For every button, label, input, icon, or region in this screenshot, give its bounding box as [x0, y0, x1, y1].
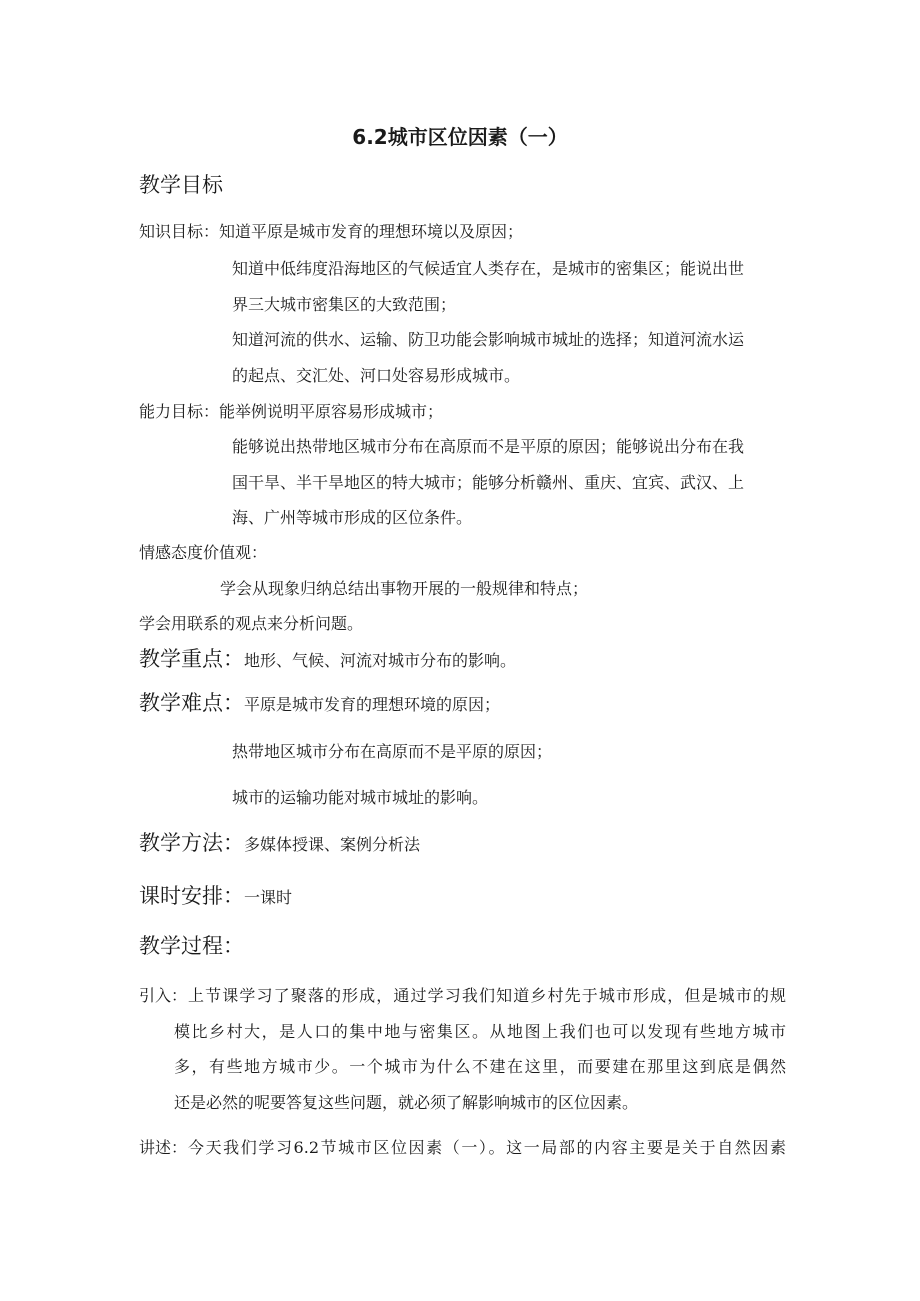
key-point-text: 地形、气候、河流对城市分布的影响。	[244, 651, 517, 670]
intro-line-2: 模比乡村大，是人口的集中地与密集区。从地图上我们也可以发现有些地方城市	[174, 1022, 786, 1041]
method-label: 教学方法：	[139, 831, 244, 855]
difficulty-line-2: 热带地区城市分布在高原而不是平原的原因；	[232, 742, 553, 761]
intro-line-1: 上节课学习了聚落的形成，通过学习我们知道乡村先于城市形成，但是城市的规	[188, 986, 786, 1005]
process-heading: 教学过程：	[139, 934, 244, 958]
ability-line-3: 国干旱、半干旱地区的特大城市；能够分析赣州、重庆、宜宾、武汉、上	[232, 473, 745, 492]
knowledge-label: 知识目标：	[139, 222, 220, 241]
schedule	[139, 883, 292, 911]
knowledge-objectives	[139, 222, 523, 242]
emotion-label: 情感态度价值观：	[139, 543, 268, 562]
intro-line-3-wrap	[174, 1057, 786, 1077]
emotion-line-1: 学会从现象归纳总结出事物开展的一般规律和特点；	[220, 579, 589, 598]
method-text: 多媒体授课、案例分析法	[244, 835, 421, 854]
knowledge-line-3: 界三大城市密集区的大致范围；	[232, 295, 457, 314]
ability-objectives	[139, 402, 443, 422]
key-point-label: 教学重点：	[139, 647, 244, 671]
schedule-text: 一课时	[244, 888, 293, 907]
intro-line-2-wrap	[174, 1022, 786, 1042]
ability-line-2: 能够说出热带地区城市分布在高原而不是平原的原因；能够说出分布在我	[232, 437, 745, 456]
teaching-method	[139, 830, 420, 858]
difficulty-line-1: 平原是城市发育的理想环境的原因；	[244, 695, 501, 714]
lecture-line-1: 今天我们学习6.2节城市区位因素（一）。这一局部的内容主要是关于自然因素	[188, 1138, 786, 1157]
lecture-line-1-wrap	[188, 1138, 786, 1158]
key-point	[139, 646, 516, 674]
ability-line-4: 海、广州等城市形成的区位条件。	[232, 508, 473, 527]
intro-line-3: 多，有些地方城市少。一个城市为什么不建在这里，而要建在那里这到底是偶然	[174, 1057, 786, 1076]
intro-label: 引入：	[139, 986, 188, 1005]
knowledge-line-4: 知道河流的供水、运输、防卫功能会影响城市城址的选择；知道河流水运	[232, 330, 745, 349]
intro-line-1-wrap	[188, 986, 786, 1006]
objectives-heading: 教学目标	[139, 173, 223, 197]
difficulty	[139, 690, 500, 718]
emotion-line-2: 学会用联系的观点来分析问题。	[139, 614, 364, 633]
knowledge-line-5: 的起点、交汇处、河口处容易形成城市。	[232, 366, 521, 385]
schedule-label: 课时安排：	[139, 884, 244, 908]
page-title: 6.2城市区位因素（一）	[352, 125, 568, 149]
ability-line-1: 能举例说明平原容易形成城市；	[219, 402, 444, 421]
knowledge-line-1: 知道平原是城市发育的理想环境以及原因；	[219, 222, 524, 241]
lecture-label: 讲述：	[139, 1138, 188, 1157]
ability-label: 能力目标：	[139, 402, 220, 421]
knowledge-line-2: 知道中低纬度沿海地区的气候适宜人类存在，是城市的密集区；能说出世	[232, 259, 745, 278]
difficulty-label: 教学难点：	[139, 691, 244, 715]
difficulty-line-3: 城市的运输功能对城市城址的影响。	[232, 788, 489, 807]
intro-line-4: 还是必然的呢要答复这些问题，就必须了解影响城市的区位因素。	[174, 1093, 639, 1112]
